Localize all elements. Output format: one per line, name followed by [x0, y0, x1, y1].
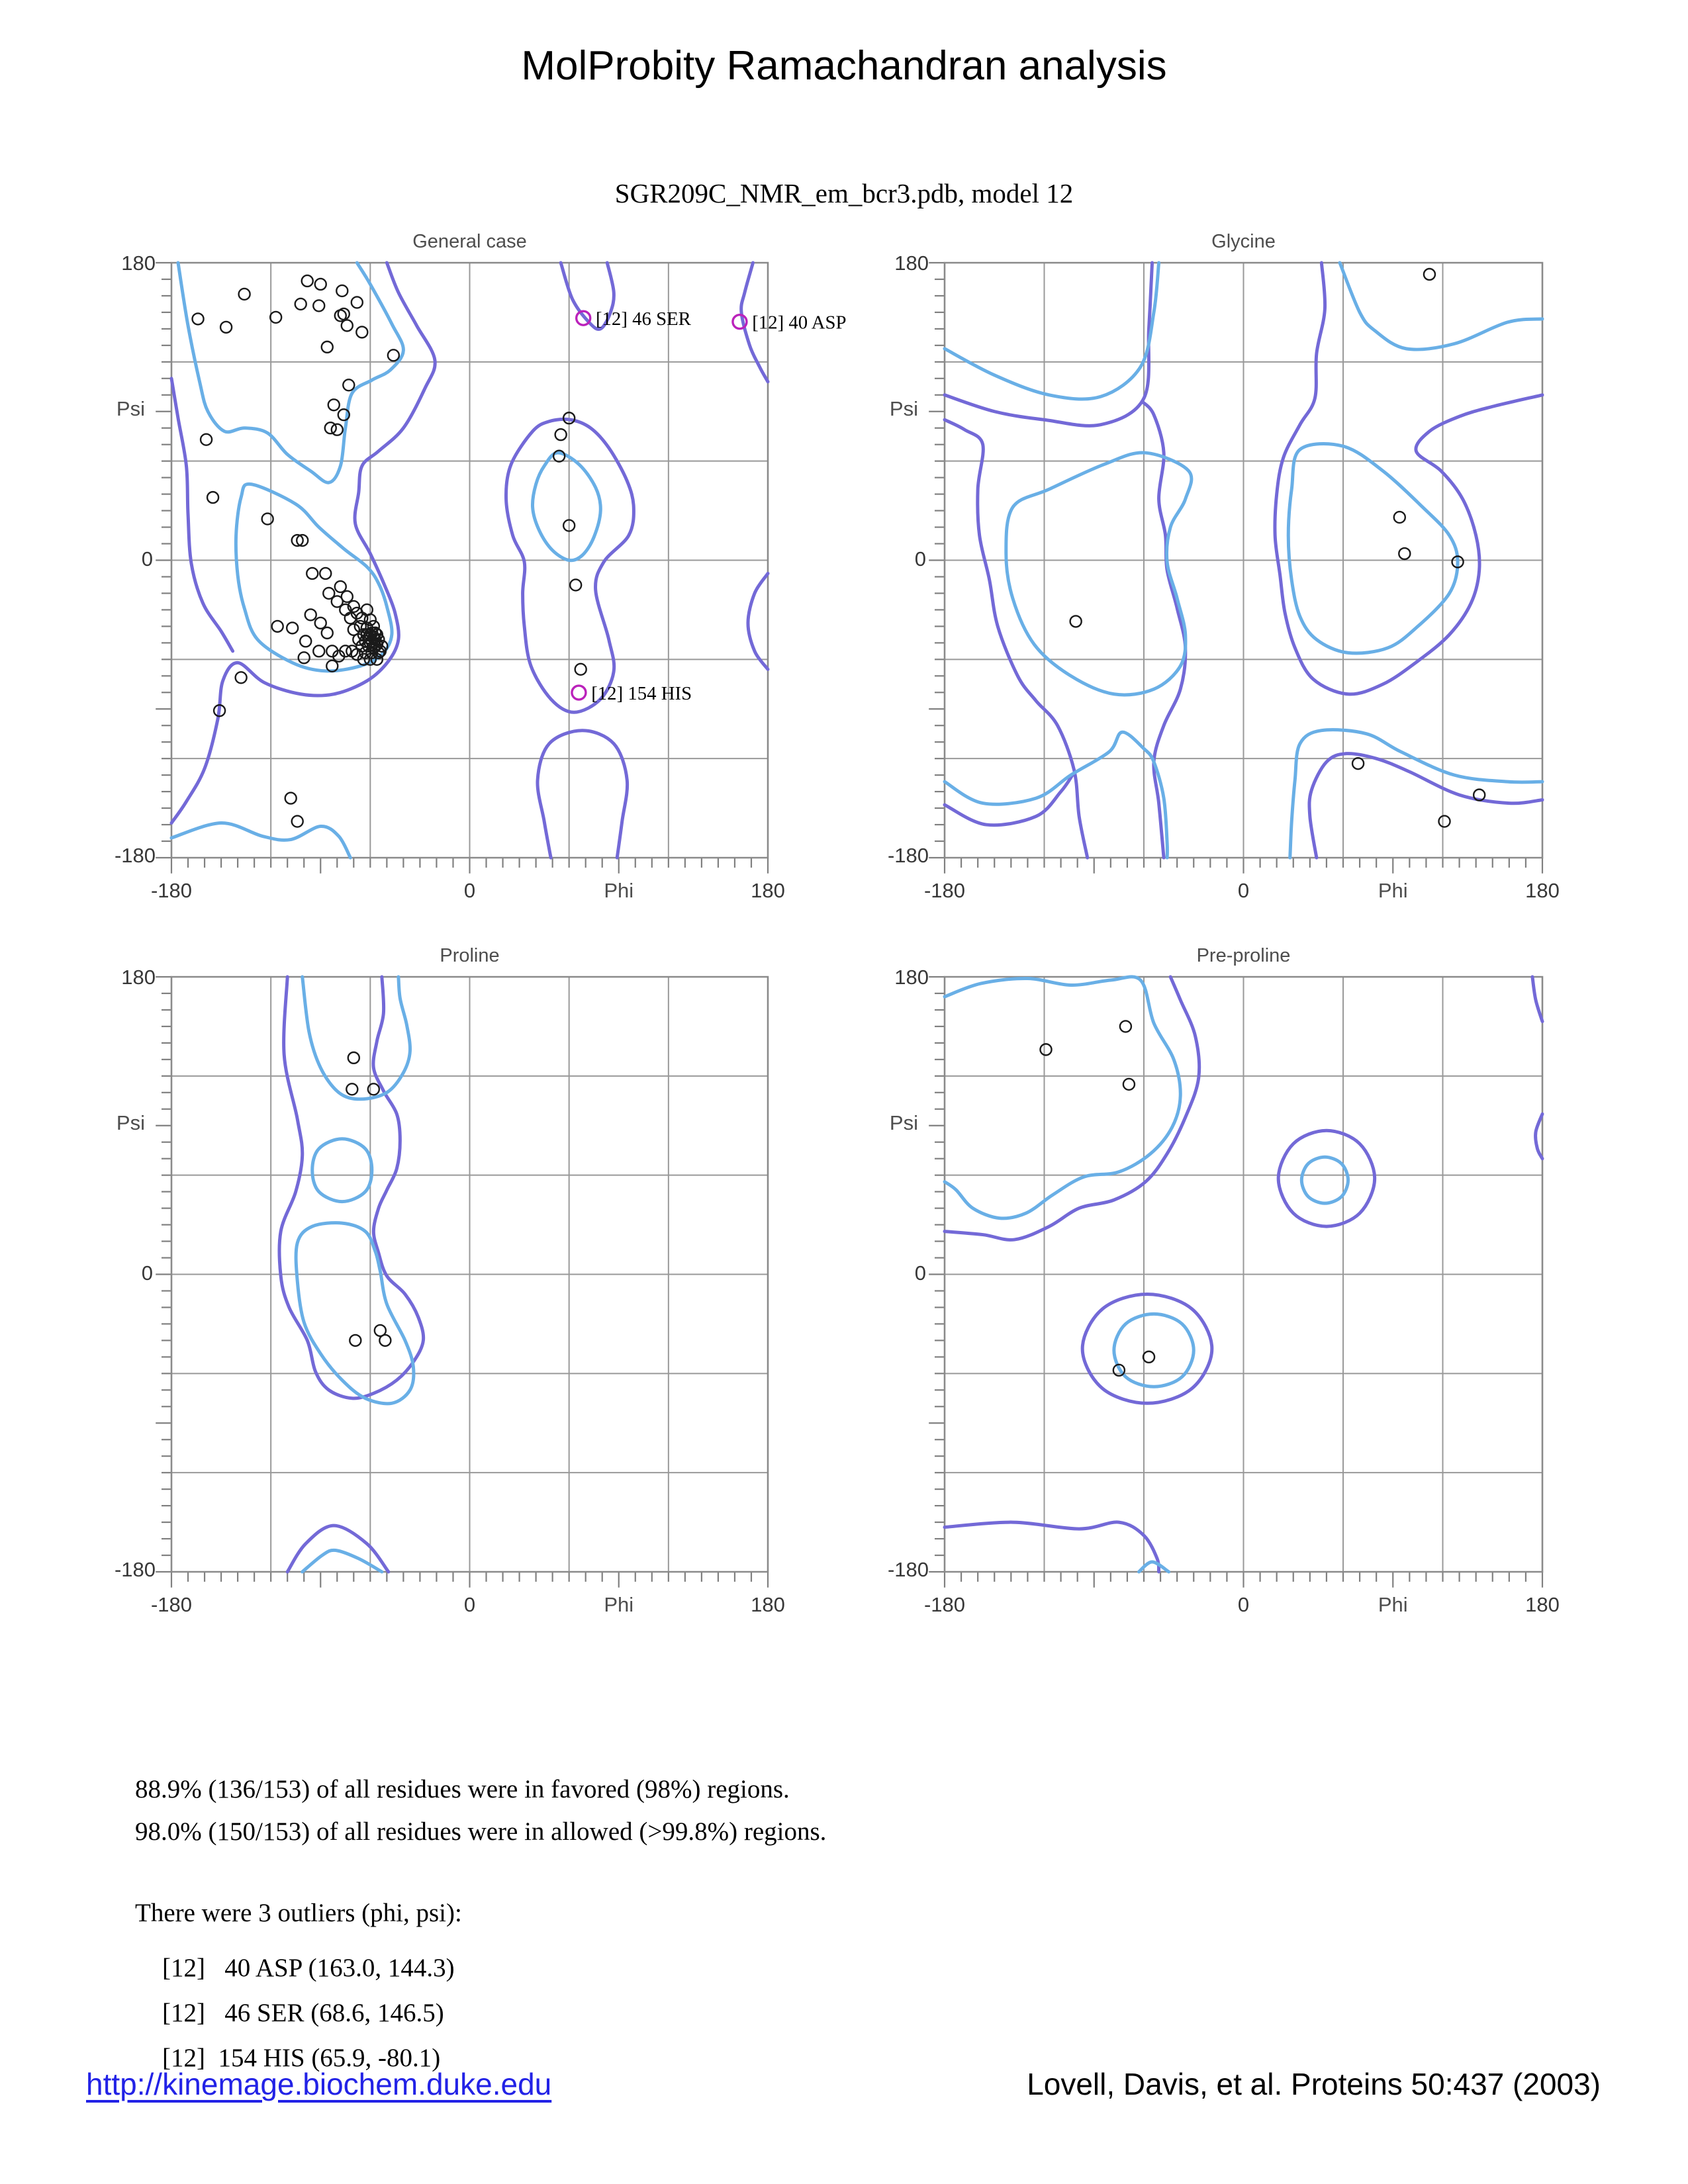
data-point [1394, 512, 1405, 523]
outlier-label: [12] 46 SER [595, 308, 691, 330]
data-point [313, 645, 324, 657]
plot-proline [114, 945, 785, 1616]
y-axis-label-0: 0 [914, 547, 926, 570]
contour-favored [1288, 443, 1458, 653]
data-point [1070, 615, 1082, 627]
y-axis-label-neg180: -180 [887, 1558, 929, 1581]
contour-favored [1006, 453, 1192, 695]
citation-text: Lovell, Davis, et al. Proteins 50:437 (2003) [1027, 2067, 1601, 2101]
y-axis-name: Psi [889, 396, 918, 420]
contour-allowed [1536, 1114, 1542, 1158]
data-point [350, 1335, 361, 1346]
outlier-point [572, 686, 586, 700]
data-point [287, 622, 298, 633]
data-point [1143, 1351, 1154, 1363]
x-axis-label-neg180: -180 [923, 879, 966, 902]
x-axis-labels [150, 1593, 785, 1622]
data-point [305, 609, 316, 620]
x-axis-labels [150, 879, 785, 908]
data-point [299, 652, 310, 663]
contour-favored [1290, 730, 1542, 858]
contour-allowed [538, 731, 628, 858]
x-axis-labels [923, 879, 1560, 908]
data-point [236, 672, 247, 683]
data-point [315, 617, 326, 629]
outliers-header: There were 3 outliers (phi, psi): [135, 1899, 462, 1927]
data-point [193, 313, 204, 324]
contour-favored [296, 1223, 414, 1404]
data-point [1438, 816, 1450, 827]
plot-glycine [887, 231, 1560, 902]
contour-favored [312, 1139, 372, 1202]
data-point [1352, 758, 1364, 769]
outlier-entry: [12] 154 HIS (65.9, -80.1) [162, 2044, 441, 2072]
y-axis-name: Psi [116, 1111, 145, 1134]
contour-allowed [1309, 754, 1542, 858]
y-axis-label-0: 0 [914, 1261, 926, 1285]
x-axis-label-0: 0 [1237, 1593, 1250, 1616]
y-axis-label-neg180: -180 [887, 844, 929, 867]
data-point [302, 275, 313, 287]
data-point [388, 349, 399, 361]
y-axis-label-180: 180 [121, 251, 156, 275]
data-point [332, 424, 343, 435]
summary-favored: 88.9% (136/153) of all residues were in favored (98%) regions. [135, 1775, 790, 1803]
data-point [1424, 269, 1435, 280]
data-point [352, 296, 363, 308]
contour-allowed [506, 419, 633, 712]
contour-allowed [1532, 977, 1542, 1021]
data-point [322, 627, 333, 639]
summary-block [135, 1768, 826, 1853]
contour-allowed [1275, 263, 1542, 694]
ramachandran-plot-svg [945, 977, 1542, 1572]
model-subtitle: SGR209C_NMR_em_bcr3.pdb, model 12 [614, 178, 1074, 208]
x-axis-labels [923, 1593, 1560, 1622]
data-point [335, 581, 346, 592]
data-point [220, 322, 232, 333]
ramachandran-plot-svg [945, 263, 1542, 858]
x-axis-label-0: 0 [463, 1593, 476, 1616]
outlier-label: [12] 154 HIS [591, 683, 692, 705]
x-axis-name: Phi [1378, 879, 1408, 902]
ramachandran-plot-svg [171, 977, 768, 1572]
outlier-entry: [12] 40 ASP (163.0, 144.3) [162, 1954, 455, 1982]
y-axis-name: Psi [116, 396, 145, 420]
data-point [555, 429, 567, 440]
x-axis-name: Phi [1378, 1593, 1408, 1616]
x-axis-label-0: 0 [463, 879, 476, 902]
x-axis-label-0: 0 [1237, 879, 1250, 902]
data-point [328, 399, 340, 410]
data-point [295, 298, 306, 310]
y-axis-name: Psi [889, 1111, 918, 1134]
contour-favored [1340, 263, 1542, 349]
x-axis-label-neg180: -180 [150, 1593, 193, 1616]
outliers-list [162, 1946, 455, 2081]
x-axis-label-neg180: -180 [150, 879, 193, 902]
contour-allowed [945, 775, 1072, 825]
y-axis-label-180: 180 [894, 251, 929, 275]
data-point [300, 635, 311, 647]
summary-allowed: 98.0% (150/153) of all residues were in allowed (>99.8%) regions. [135, 1817, 827, 1846]
data-point [322, 341, 333, 353]
y-axis-label-0: 0 [141, 547, 153, 570]
data-point [336, 285, 348, 296]
contour-favored [945, 263, 1159, 399]
contour-favored [945, 732, 1167, 858]
data-point [575, 664, 586, 675]
data-point [356, 326, 367, 338]
contour-allowed [748, 573, 768, 669]
data-point [306, 568, 318, 579]
data-point [315, 279, 326, 290]
x-axis-label-180: 180 [1525, 879, 1560, 902]
plot-pre-proline [887, 945, 1560, 1616]
contour-allowed [171, 379, 233, 651]
contour-allowed [945, 1522, 1159, 1572]
x-axis-name: Phi [604, 1593, 634, 1616]
contour-favored [171, 823, 350, 858]
data-point [239, 289, 250, 300]
data-point [320, 568, 331, 579]
contour-allowed [945, 420, 1088, 858]
contour-allowed [1142, 402, 1185, 858]
data-point [201, 434, 212, 445]
plot-title: Glycine [1211, 231, 1276, 252]
y-axis-label-180: 180 [894, 966, 929, 989]
contour-allowed [945, 977, 1199, 1240]
data-point [570, 579, 581, 590]
y-axis-label-0: 0 [141, 1261, 153, 1285]
outlier-entry: [12] 46 SER (68.6, 146.5) [162, 1999, 444, 2027]
data-point [270, 312, 281, 323]
data-point [338, 308, 350, 320]
data-point [313, 300, 324, 311]
data-point [285, 793, 297, 804]
page-title: MolProbity Ramachandran analysis [521, 43, 1167, 89]
outlier-label: [12] 40 ASP [752, 312, 847, 334]
x-axis-label-neg180: -180 [923, 1593, 966, 1616]
y-axis-label-180: 180 [121, 966, 156, 989]
data-point [272, 621, 283, 632]
plot-title: General case [412, 231, 527, 252]
data-point [379, 1335, 391, 1346]
plot-general-case [114, 231, 847, 902]
data-point [1040, 1044, 1051, 1055]
x-axis-label-180: 180 [751, 1593, 785, 1616]
data-point [1120, 1021, 1131, 1032]
plot-title: Pre-proline [1196, 945, 1291, 966]
data-point [342, 591, 353, 602]
kinemage-link[interactable]: http://kinemage.biochem.duke.edu [86, 2067, 552, 2101]
y-axis-label-neg180: -180 [114, 844, 156, 867]
plot-title: Proline [440, 945, 500, 966]
contour-favored [1301, 1157, 1348, 1203]
data-point [207, 492, 218, 503]
y-axis-label-neg180: -180 [114, 1558, 156, 1581]
contour-allowed [945, 263, 1152, 426]
contour-allowed [1278, 1130, 1374, 1226]
data-point [1123, 1079, 1135, 1090]
data-point [348, 1052, 359, 1064]
data-point [346, 1083, 357, 1095]
data-point [292, 816, 303, 827]
x-axis-name: Phi [604, 879, 634, 902]
contour-favored [1114, 1314, 1194, 1387]
data-point [342, 320, 353, 331]
data-point [343, 379, 354, 390]
data-point [1399, 548, 1410, 559]
contour-favored [532, 453, 600, 561]
x-axis-label-180: 180 [751, 879, 785, 902]
x-axis-label-180: 180 [1525, 1593, 1560, 1616]
contour-favored [303, 977, 410, 1099]
ramachandran-plot-svg [171, 263, 847, 858]
